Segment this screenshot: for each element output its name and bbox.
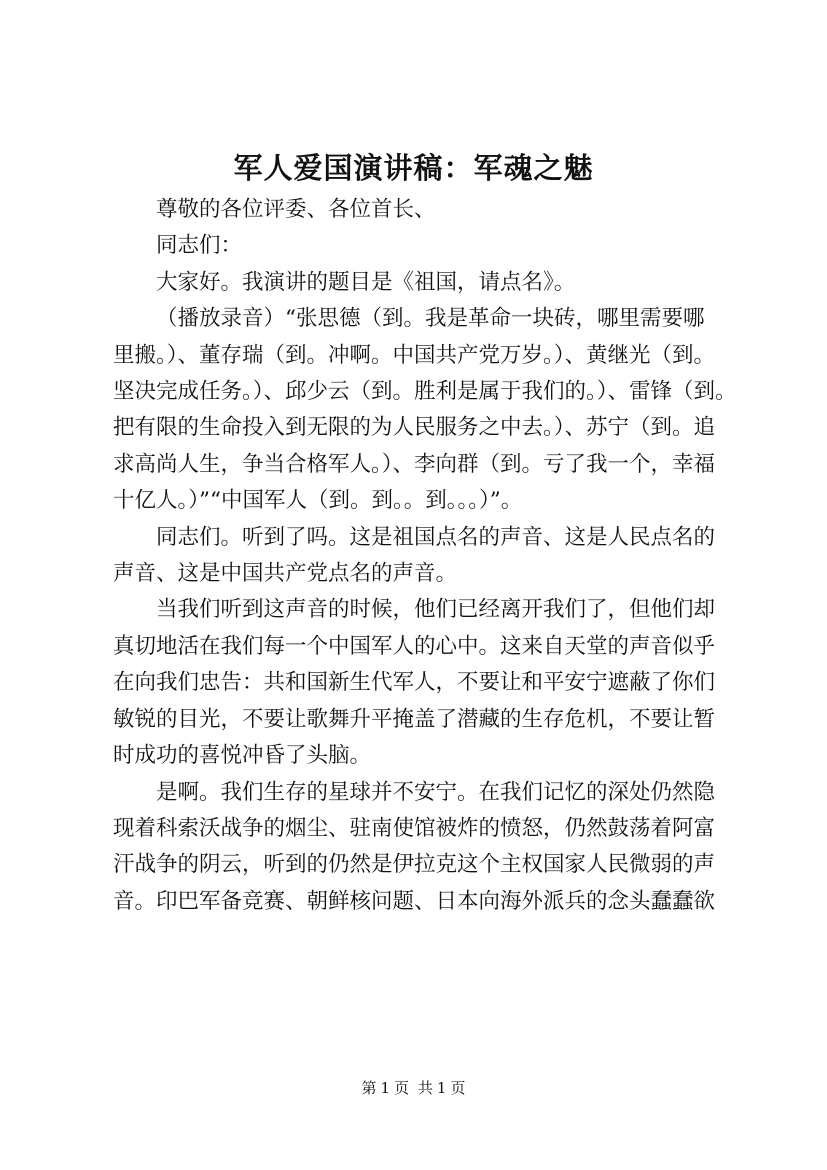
text-line: 在向我们忠告：共和国新生代军人，不要让和平安宁遮蔽了你们 (113, 670, 716, 696)
text-line: 时成功的喜悦冲昏了头脑。 (113, 743, 372, 769)
paragraph-salutation (113, 192, 725, 228)
text-line: 真切地活在我们每一个中国军人的心中。这来自天堂的声音似乎 (113, 633, 716, 659)
text-line: 求高尚人生，争当合格军人。）、李向群（到。亏了我一个，幸福 (113, 451, 716, 477)
paragraph-intro (113, 265, 725, 301)
text-line: 音。印巴军备竞赛、朝鲜核问题、日本向海外派兵的念头蠢蠢欲 (113, 888, 716, 914)
paragraph-world (113, 775, 725, 921)
page-label: 第 (361, 1079, 377, 1097)
text-line: 把有限的生命投入到无限的为人民服务之中去。）、苏宁（到。追 (113, 415, 716, 441)
total-unit: 页 (450, 1079, 466, 1097)
total-pages: 1 (436, 1079, 447, 1097)
page-unit: 页 (394, 1079, 410, 1097)
text-line: 尊敬的各位评委、各位首长、 (156, 197, 436, 222)
text-line: 声音、这是中国共产党点名的声音。 (113, 561, 458, 587)
document-title: 军人爱国演讲稿：军魂之魅 (233, 151, 594, 185)
page-footer (0, 1077, 827, 1099)
text-line: 大家好。我演讲的题目是《祖国，请点名》。 (156, 269, 576, 295)
paragraph-warning (113, 592, 725, 774)
text-line: 十亿人。）”“中国军人（到。到。。到。。。）”。 (113, 488, 523, 514)
text-line: 同志们。听到了吗。这是祖国点名的声音、这是人民点名的 (156, 524, 716, 550)
text-line: 汗战争的阴云，听到的仍然是伊拉克这个主权国家人民微弱的声 (113, 852, 716, 878)
paragraph-voices (113, 520, 725, 593)
page-number: 1 (380, 1079, 391, 1097)
text-line: （播放录音）“张思德（到。我是革命一块砖，哪里需要哪 (156, 306, 705, 332)
text-line: 现着科索沃战争的烟尘、驻南使馆被炸的愤怒，仍然鼓荡着阿富 (113, 815, 716, 841)
paragraph-recording (113, 301, 737, 519)
text-line: 敏锐的目光，不要让歌舞升平掩盖了潜藏的生存危机，不要让暂 (113, 706, 716, 732)
text-line: 坚决完成任务。）、邱少云（到。胜利是属于我们的。）、雷锋（到。 (113, 379, 737, 405)
text-line: 是啊。我们生存的星球并不安宁。在我们记忆的深处仍然隐 (156, 779, 716, 805)
total-label: 共 (417, 1079, 433, 1097)
text-line: 同志们： (156, 233, 243, 259)
text-line: 里搬。）、董存瑞（到。冲啊。中国共产党万岁。）、黄继光（到。 (113, 342, 716, 368)
document-body (113, 192, 737, 920)
text-line: 当我们听到这声音的时候，他们已经离开我们了，但他们却 (156, 597, 716, 623)
paragraph-greeting (113, 228, 725, 264)
